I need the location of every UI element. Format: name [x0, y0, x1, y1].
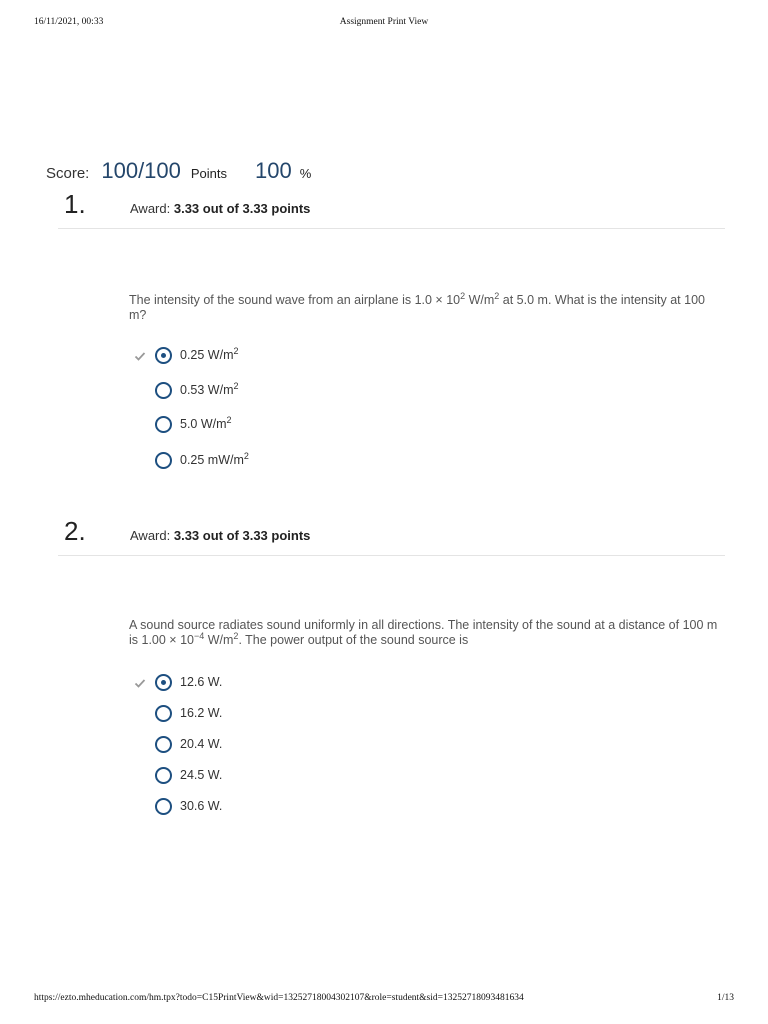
score-value: 100/100: [101, 158, 181, 183]
award-label: Award:: [130, 201, 171, 216]
print-footer: [34, 993, 734, 1007]
award-value: 3.33 out of 3.33 points: [173, 528, 311, 543]
radio-unselected-icon[interactable]: [155, 416, 172, 433]
score-points-label: Points: [190, 166, 228, 181]
radio-selected-icon[interactable]: [155, 674, 172, 691]
print-datetime: 16/11/2021, 00:33: [34, 17, 104, 27]
check-icon: [134, 677, 146, 689]
answer-choice[interactable]: [130, 736, 530, 758]
answer-choice[interactable]: [130, 416, 530, 438]
print-title: Assignment Print View: [339, 17, 429, 27]
answer-choice[interactable]: [130, 705, 530, 727]
choice-label: 0.25 $W/m^2$: [180, 345, 239, 362]
choice-label: 24.5 W.: [180, 768, 223, 782]
answer-choice[interactable]: [130, 452, 530, 474]
choice-label: 5.0 $W/m^2$: [180, 414, 232, 431]
choice-label: 0.25 $mW/m^2$: [180, 450, 249, 467]
question-text-part: A sound source radiates sound uniformly in all directions. The intensity of the sound at a distance of 100 m is 1.00 × 10: [129, 618, 718, 647]
superscript: −4: [193, 630, 205, 641]
score-percent-sign: %: [299, 166, 312, 181]
answer-choice[interactable]: [130, 347, 530, 369]
radio-unselected-icon[interactable]: [155, 705, 172, 722]
answer-choice[interactable]: [130, 674, 530, 696]
answer-choice[interactable]: [130, 798, 530, 820]
question-text-part: W/m: [204, 633, 234, 647]
award: [130, 201, 310, 216]
radio-unselected-icon[interactable]: [155, 452, 172, 469]
radio-unselected-icon[interactable]: [155, 798, 172, 815]
superscript: 2: [460, 290, 466, 301]
superscript: 2: [233, 630, 239, 641]
page-number: 1/13: [717, 993, 734, 1003]
print-header: [34, 17, 734, 31]
award: [130, 528, 310, 543]
question-text-part: at 5.0 m. What is the intensity at 100 m?: [129, 293, 705, 322]
question-number: 1.: [64, 189, 86, 219]
question-text-part: . The power output of the sound source is: [238, 633, 469, 647]
question-text: [129, 290, 725, 323]
question-header: [58, 516, 725, 556]
choice-label: 0.53 $W/m^2$: [180, 380, 239, 397]
score-percent: 100: [255, 158, 292, 183]
question-header: [58, 189, 725, 229]
award-label: Award:: [130, 528, 171, 543]
choice-label: 16.2 W.: [180, 706, 223, 720]
radio-selected-icon[interactable]: [155, 347, 172, 364]
score-label: Score:: [46, 165, 90, 182]
superscript: 2: [494, 290, 500, 301]
radio-unselected-icon[interactable]: [155, 767, 172, 784]
choice-label: 20.4 W.: [180, 737, 223, 751]
answer-choice[interactable]: [130, 382, 530, 404]
question-text-part: W/m: [465, 293, 495, 307]
radio-unselected-icon[interactable]: [155, 382, 172, 399]
question-number: 2.: [64, 516, 86, 546]
score-summary: [46, 158, 311, 190]
answer-choice[interactable]: [130, 767, 530, 789]
choice-label: 12.6 W.: [180, 675, 223, 689]
print-url: https://ezto.mheducation.com/hm.tpx?todo=C15PrintView&wid=13252718004302107&role=student&sid=13252718093481634: [34, 993, 524, 1003]
question-text-part: The intensity of the sound wave from an airplane is 1.0 × 10: [129, 293, 461, 307]
radio-unselected-icon[interactable]: [155, 736, 172, 753]
award-value: 3.33 out of 3.33 points: [173, 201, 311, 216]
question-text: [129, 618, 725, 648]
choice-label: 30.6 W.: [180, 799, 223, 813]
check-icon: [134, 350, 146, 362]
